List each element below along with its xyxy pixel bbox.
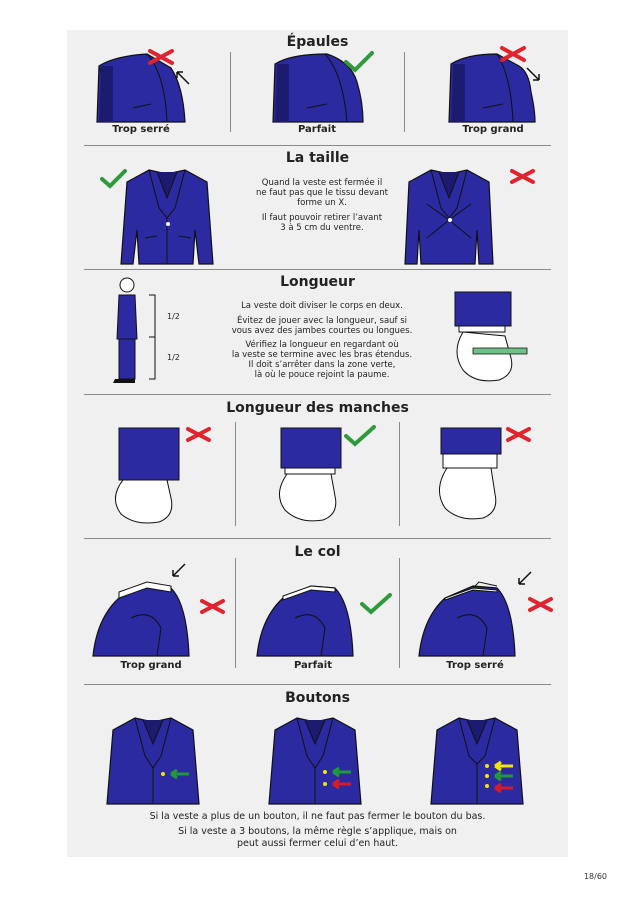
jacket-one-button-figure <box>105 716 201 806</box>
boutons-text: Si la veste a plus de un bouton, il ne faut pas fermer le bouton du bas. Si la veste a 3 boutons, la même règle s’applique, mais on peut aussi fermer celui d’en haut. <box>149 811 486 849</box>
label-col-trop-grand: Trop grand <box>120 660 182 671</box>
shoulder-loose-figure <box>447 52 547 124</box>
section-title-taille: La taille <box>285 150 350 166</box>
check-icon <box>359 592 393 616</box>
collar-perfect-figure <box>255 578 365 658</box>
longueur-text-2: Évitez de jouer avec la longueur, sauf si vous avez des jambes courtes ou longues. <box>231 316 413 336</box>
pointer-arrow-icon <box>517 570 533 586</box>
section-title-boutons: Boutons <box>285 690 350 706</box>
sleeve-too-short-figure <box>431 428 511 526</box>
cross-icon <box>147 48 177 68</box>
page-number: 18/60 <box>583 872 607 881</box>
shoulder-tight-figure <box>95 52 195 124</box>
standing-man-figure <box>107 275 167 383</box>
pointer-arrow-icon <box>171 562 187 578</box>
sleeve-perfect-figure <box>271 428 351 526</box>
section-title-epaules: Épaules <box>286 34 349 50</box>
section-title-col: Le col <box>294 544 341 560</box>
sleeve-too-long-figure <box>109 428 189 526</box>
taille-text-2: Il faut pouvoir retirer l’avant 3 à 5 cm du ventre. <box>261 213 383 233</box>
cross-icon <box>509 168 537 186</box>
jacket-two-buttons-figure <box>267 716 363 806</box>
longueur-text-1: La veste doit diviser le corps en deux. <box>241 301 403 311</box>
collar-too-big-figure <box>91 578 201 658</box>
section-title-longueur: Longueur <box>280 274 355 290</box>
cross-icon <box>499 45 529 65</box>
arm-green-zone-figure <box>445 292 545 388</box>
cross-icon <box>199 598 227 616</box>
fraction-bottom: 1/2 <box>167 353 180 362</box>
label-col-parfait: Parfait <box>293 660 333 671</box>
check-icon <box>343 50 375 74</box>
jacket-front-good-figure <box>119 168 215 266</box>
pointer-arrow-icon <box>175 70 191 86</box>
infographic-panel <box>67 30 568 857</box>
jacket-three-buttons-figure <box>429 716 525 806</box>
label-col-trop-serre: Trop serré <box>446 660 504 671</box>
label-trop-grand: Trop grand <box>462 124 524 135</box>
label-trop-serre: Trop serré <box>112 124 170 135</box>
label-parfait: Parfait <box>297 124 337 135</box>
cross-icon <box>527 596 555 614</box>
cross-icon <box>185 426 213 444</box>
jacket-front-tight-figure <box>401 168 497 266</box>
pointer-arrow-icon <box>525 66 541 82</box>
taille-text-1: Quand la veste est fermée il ne faut pas que le tissu devant forme un X. <box>256 178 388 208</box>
section-title-manches: Longueur des manches <box>226 400 409 416</box>
fraction-top: 1/2 <box>167 312 180 321</box>
check-icon <box>343 424 377 448</box>
cross-icon <box>505 426 533 444</box>
collar-too-tight-figure <box>417 578 527 658</box>
longueur-text-3: Vérifiez la longueur en regardant où la veste se termine avec les bras étendus. Il doit s’arrêter dans la zone verte, là où le pouce rejoint la paume. <box>231 340 413 380</box>
